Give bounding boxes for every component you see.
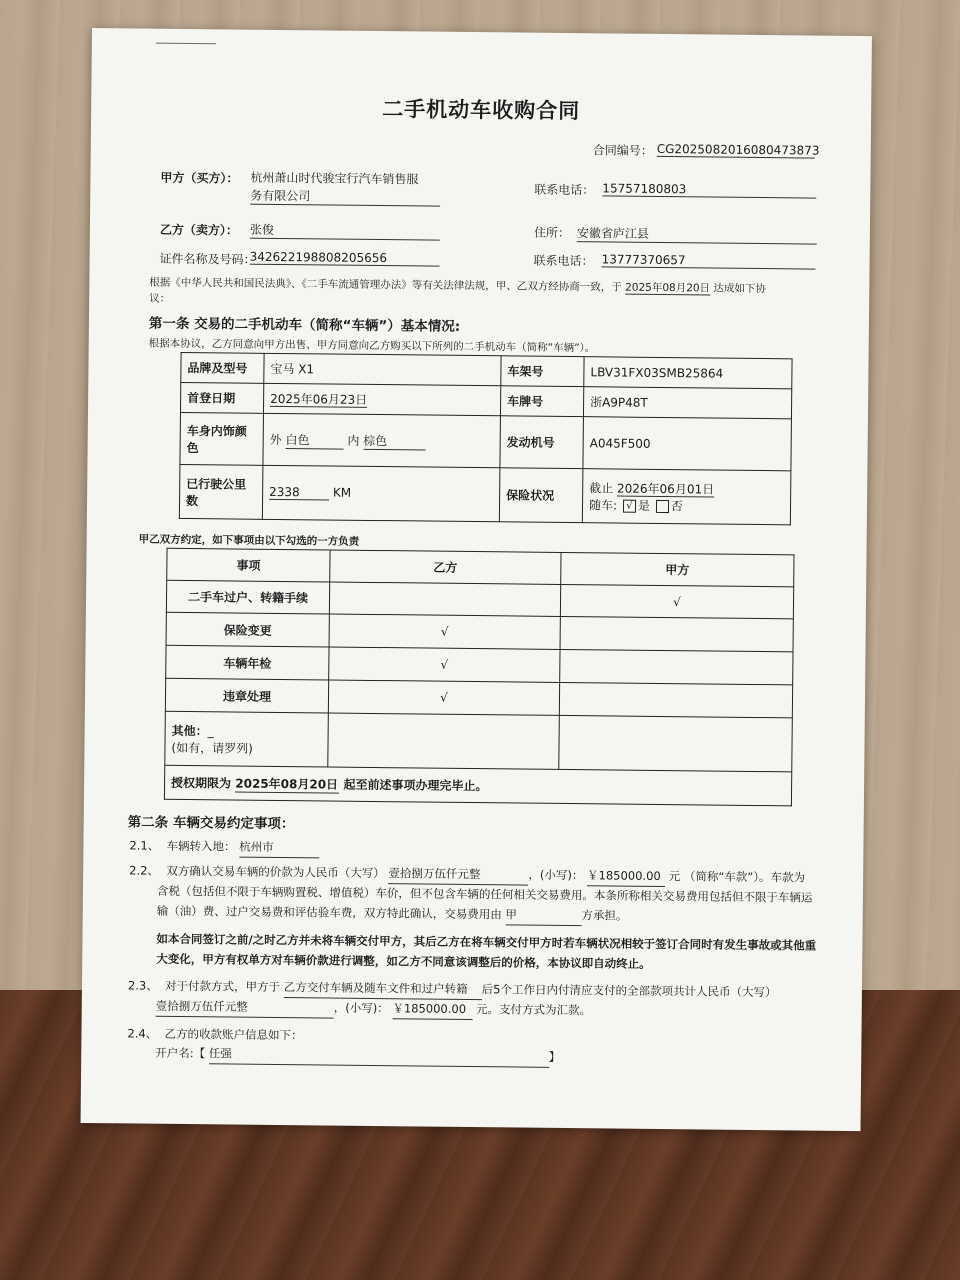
party-a-name-line1: 杭州萧山时代骏宝行汽车销售服	[250, 170, 419, 187]
duty-transfer: 二手车过户、转籍手续	[166, 580, 329, 614]
mileage-cell: 2338 KM	[262, 465, 500, 521]
insurance-label: 保险状况	[499, 468, 583, 523]
plate-label: 车牌号	[500, 386, 583, 417]
price-lower: ￥185000.00	[587, 866, 665, 887]
paper-mark	[156, 43, 216, 45]
mileage-label: 已行驶公里 数	[179, 464, 263, 519]
party-a-phone: 15757180803	[602, 181, 816, 198]
plate-value: 浙A9P48T	[583, 387, 791, 419]
destination-city: 杭州市	[239, 838, 319, 859]
duties-table	[164, 548, 795, 807]
duty-other: 其他：_ (如有，请罗列)	[165, 711, 329, 767]
vehicle-table	[179, 352, 793, 525]
contract-no-label: 合同编号：	[592, 143, 653, 158]
duty-violation-a	[559, 682, 792, 717]
clause-2-2-bold-line1: 如本合同签订之前/之时乙方并未将车辆交付甲方，其后乙方在将车辆交付甲方时若车辆状况相较于签订合同时有发生事故或其他重	[156, 931, 817, 953]
party-a-name-line2: 务有限公司	[250, 187, 440, 207]
contract-paper	[81, 28, 872, 1131]
duty-other-a	[559, 715, 793, 771]
exterior-color: 白色	[285, 431, 343, 450]
section1-title: 第一条 交易的二手机动车（简称“车辆”）基本情况:	[148, 315, 461, 335]
clause-2-3-line1: 2.3、 对于付款方式，甲方于 乙方交付车辆及随车文件和过户转籍 后5个工作日内付清应支付的全部款项共计人民币（大写）	[127, 978, 777, 1000]
party-a-phone-label: 联系电话：	[534, 182, 595, 198]
payment-condition: 乙方交付车辆及随车文件和过户转籍	[284, 978, 482, 1000]
engine-label: 发动机号	[500, 416, 584, 469]
duty-insurance-a	[560, 616, 793, 651]
duties-header-item: 事项	[167, 548, 330, 582]
party-b-phone: 13777370657	[602, 252, 816, 269]
party-b-label: 乙方（卖方）：	[159, 222, 238, 238]
auth-date: 2025年08月20日	[235, 774, 339, 793]
auth-period: 授权期限为 2025年08月20日 起至前述事项办理完毕止。	[164, 765, 791, 806]
clause-2-2-bold-line2: 大变化，甲方有权单方对车辆价款进行调整，如乙方不同意该调整后的价格，本协议即自动终止。	[156, 951, 651, 971]
account-holder: 任强	[209, 1044, 549, 1068]
duties-intro: 甲乙双方约定，如下事项由以下勾选的一方负责	[138, 533, 360, 548]
duties-header-a: 甲方	[561, 552, 794, 586]
party-b-id-label: 证件名称及号码：	[159, 251, 256, 267]
clause-2-2-line3: 输（油）费、过户交易费和评估验车费，双方特此确认，交易费用由 甲 方承担。	[157, 902, 628, 927]
duty-insurance-b: √	[329, 614, 560, 649]
party-b-address: 安徽省庐江县	[577, 224, 817, 245]
section2-title: 第二条 车辆交易约定事项：	[127, 814, 295, 833]
mileage-value: 2338	[269, 485, 329, 501]
color-cell: 外 白色 内 棕色	[263, 413, 501, 467]
payment-upper: 壹拾捌万伍仟元整	[156, 997, 334, 1019]
account-holder-line: 开户名:【 任强 】	[155, 1044, 560, 1068]
party-b-name: 张俊	[250, 221, 440, 241]
yes-checkbox: √	[623, 499, 636, 512]
preamble-date: 2025年08月20日	[625, 281, 711, 295]
duty-transfer-a: √	[560, 584, 793, 618]
duty-inspection: 车辆年检	[166, 645, 329, 680]
duty-violation: 违章处理	[165, 678, 328, 713]
preamble-tail: 议：	[149, 292, 171, 305]
clause-2-2-line1: 2.2、 双方确认交易车辆的价款为人民币（大写） 壹拾捌万伍仟元整 ，(小写)： ￥185000.00 元 （简称“车款”）。车款为	[129, 861, 805, 888]
brand-label: 品牌及型号	[181, 352, 264, 383]
party-b-address-label: 住所：	[533, 225, 570, 241]
document-title: 二手机动车收购合同	[382, 97, 581, 124]
duty-inspection-b: √	[329, 647, 560, 682]
reg-date-label: 首登日期	[180, 382, 263, 413]
clause-2-2-line2: 含税（包括但不限于车辆购置税、增值税）车价，但不包含车辆的任何相关交易费用。本条所称相关交易费用包括但不限于车辆运	[156, 883, 813, 905]
engine-value: A045F500	[583, 417, 792, 471]
duty-violation-b: √	[328, 680, 559, 715]
price-upper: 壹拾捌万伍仟元整	[388, 864, 528, 885]
duty-inspection-a	[560, 649, 793, 684]
vin-label: 车架号	[501, 356, 584, 387]
insurance-cell: 截止 2026年06月01日 随车: √ 是 否	[582, 469, 791, 525]
clause-2-4: 2.4、 乙方的收款账户信息如下：	[127, 1026, 303, 1043]
contract-no-value: CG2025082016080473873	[656, 141, 820, 158]
reg-date-cell	[263, 383, 500, 415]
reg-date-value: 2025年06月23日	[270, 391, 368, 407]
brand-value: 宝马 X1	[264, 353, 501, 385]
duty-insurance: 保险变更	[166, 612, 329, 647]
preamble-text: 根据《中华人民共和国民法典》、《二手车流通管理办法》等有关法律法规，甲、乙双方经协商一致，于 2025年08月20日 达成如下协	[149, 276, 767, 296]
clause-2-1: 2.1、 车辆转入地： 杭州市	[129, 836, 319, 858]
payment-lower: ￥185000.00	[392, 999, 472, 1020]
insurance-until: 2026年06月01日	[616, 481, 715, 497]
section1-intro: 根据本协议，乙方同意向甲方出售、甲方同意向乙方购买以下所列的二手机动车（简称“车辆”）。	[148, 337, 596, 355]
duty-transfer-b	[329, 582, 560, 616]
interior-color: 棕色	[363, 431, 425, 450]
party-b-phone-label: 联系电话：	[533, 253, 594, 269]
color-label: 车身内饰颜 色	[180, 412, 264, 465]
vin-value: LBV31FX03SMB25864	[584, 357, 792, 389]
party-a-label: 甲方（买方）：	[160, 170, 239, 186]
duties-header-b: 乙方	[330, 550, 561, 584]
no-checkbox	[656, 499, 669, 512]
clause-2-3-line2: 壹拾捌万伍仟元整 ，(小写)： ￥185000.00 元。支付方式为汇款。	[156, 997, 591, 1022]
duty-other-b	[328, 713, 560, 769]
fee-payer: 甲	[505, 905, 581, 926]
party-b-id: 342622198808205656	[250, 250, 440, 267]
